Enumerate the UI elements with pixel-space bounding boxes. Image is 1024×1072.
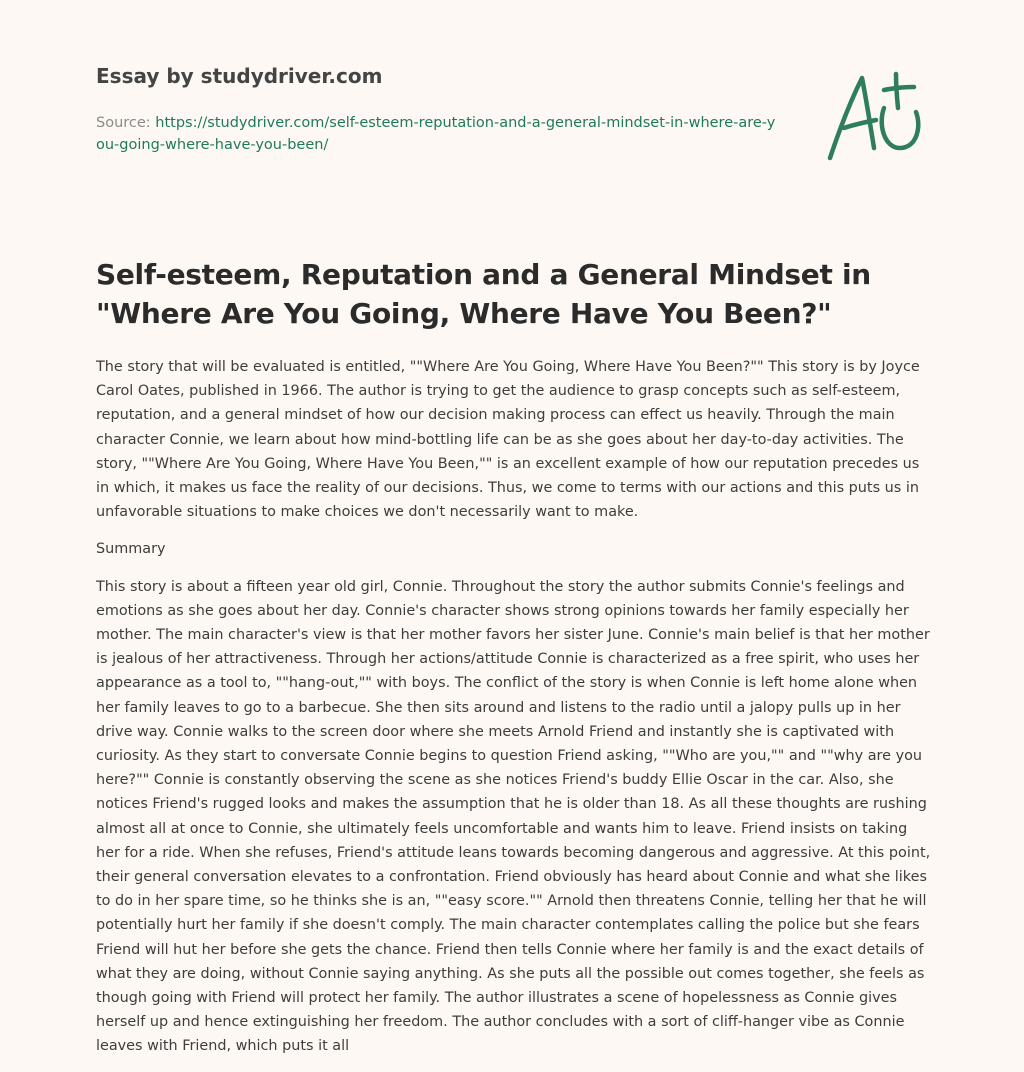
site-title: Essay by studydriver.com xyxy=(96,64,383,88)
logo-smile xyxy=(882,108,919,148)
logo-plus-vertical xyxy=(896,74,898,108)
source-link[interactable]: https://studydriver.com/self-esteem-reputation-and-a-general-mindset-in-where-are-you-going-where-have-you-been/ xyxy=(96,115,776,153)
intro-paragraph: The story that will be evaluated is entitled, ""Where Are You Going, Where Have You Been?"" This story is by Joyce Carol Oates, published in 1966. The author is trying to get the audience to grasp concepts such as self-esteem, reputation, and a general mindset of how our decision making process can effect us heavily. Through the main character Connie, we learn about how mind-bottling life can be as she goes about her day-to-day activities. The story, ""Where Are You Going, Where Have You Been,"" is an excellent example of how our reputation precedes us in which, it makes us face the reality of our decisions. Thus, we come to terms with our actions and this puts us in unfavorable situations to make choices we don't necessarily want to make. xyxy=(96,359,920,521)
essay-body xyxy=(96,355,932,1072)
essay-title: Self-esteem, Reputation and a General Mindset in "Where Are You Going, Where Have You Been?" xyxy=(96,258,871,330)
summary-paragraph: This story is about a fifteen year old girl, Connie. Throughout the story the author submits Connie's feelings and emotions as she goes about her day. Connie's character shows strong opinions towards her family especially her mother. The main character's view is that her mother favors her sister June. Connie's main belief is that her mother is jealous of her attractiveness. Through her actions/attitude Connie is characterized as a free spirit, who uses her appearance as a tool to, ""hang-out,"" with boys. The conflict of the story is when Connie is left home alone when her family leaves to go to a barbecue. She then sits around and listens to the radio until a jalopy pulls up in her drive way. Connie walks to the screen door where she meets Arnold Friend and instantly she is captivated with curiosity. As they start to conversate Connie begins to question Friend asking, ""Who are you,"" and ""why are you here?"" Connie is constantly observing the scene as she notices Friend's buddy Ellie Oscar in the car. Also, she notices Friend's rugged looks and makes the assumption that he is older than 18. As all these thoughts are rushing almost all at once to Connie, she ultimately feels uncomfortable and wants him to leave. Friend insists on taking her for a ride. When she refuses, Friend's attitude leans towards becoming dangerous and aggressive. At this point, their general conversation elevates to a confrontation. Friend obviously has heard about Connie and what she likes to do in her spare time, so he thinks she is an, ""easy score."" Arnold then threatens Connie, telling her that he will potentially hurt her family if she doesn't comply. The main character contemplates calling the police but she fears Friend will hut her before she gets the chance. Friend then tells Connie where her family is and the exact details of what they are doing, without Connie saying anything. As she puts all the possible out comes together, she feels as though going with Friend will protect her family. The author illustrates a scene of hopelessness as Connie gives herself up and hence extinguishing her freedom. The author concludes with a sort of cliff-hanger vibe as Connie leaves with Friend, which puts it all xyxy=(96,578,931,1055)
source-label: Source: xyxy=(96,115,151,131)
logo-plus-horizontal xyxy=(884,87,914,90)
summary-heading: Summary xyxy=(96,541,166,558)
logo-letter-a xyxy=(830,78,874,158)
source-line xyxy=(96,112,776,156)
a-plus-logo xyxy=(822,68,926,164)
